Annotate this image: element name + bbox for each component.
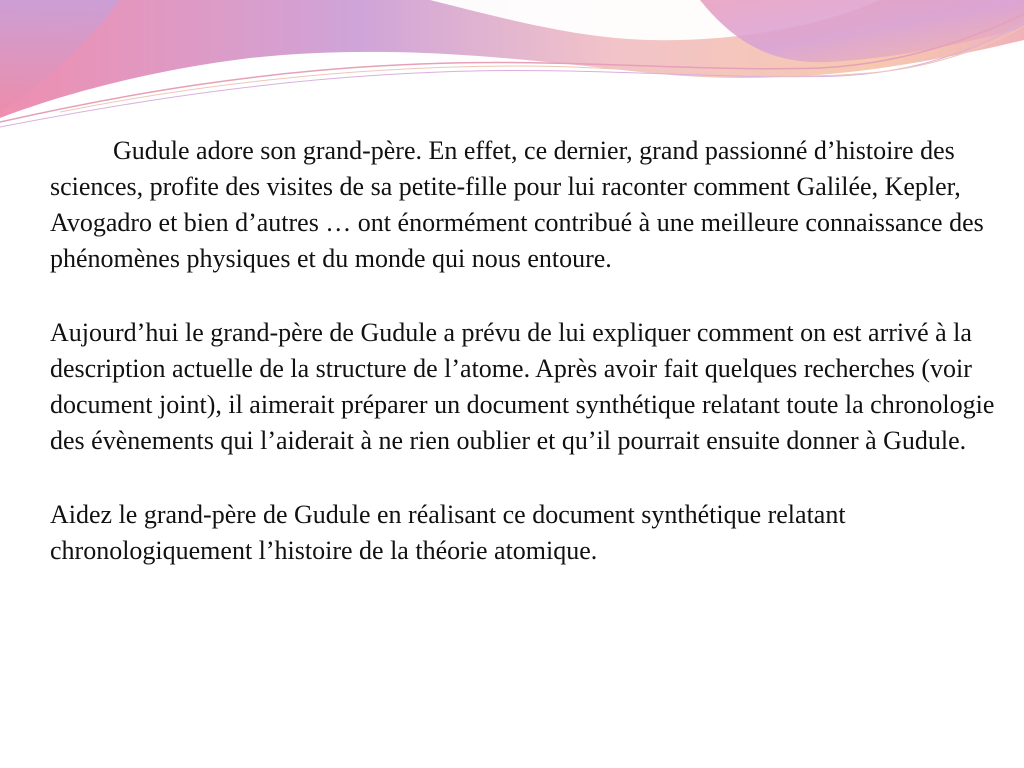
slide-body-text xyxy=(50,133,1005,607)
paragraph-task: Aidez le grand-père de Gudule en réalisant ce document synthétique relatant chronologiquement l’histoire de la théorie atomique. xyxy=(50,500,846,565)
paragraph-context: Aujourd’hui le grand-père de Gudule a prévu de lui expliquer comment on est arrivé à la description actuelle de la structure de l’atome. Après avoir fait quelques recherches (voir document joint), il aimerait préparer un document synthétique relatant toute la chronologie des évènements qui l’aiderait à ne rien oublier et qu’il pourrait ensuite donner à Gudule. xyxy=(50,318,995,455)
paragraph-intro: Gudule adore son grand-père. En effet, ce dernier, grand passionné d’histoire des sciences, profite des visites de sa petite-fille pour lui raconter comment Galilée, Kepler, Avogadro et bien d’autres … ont énormément contribué à une meilleure connaissance des phénomènes physiques et du monde qui nous entoure. xyxy=(50,136,984,273)
decorative-header-wave xyxy=(0,0,1024,130)
